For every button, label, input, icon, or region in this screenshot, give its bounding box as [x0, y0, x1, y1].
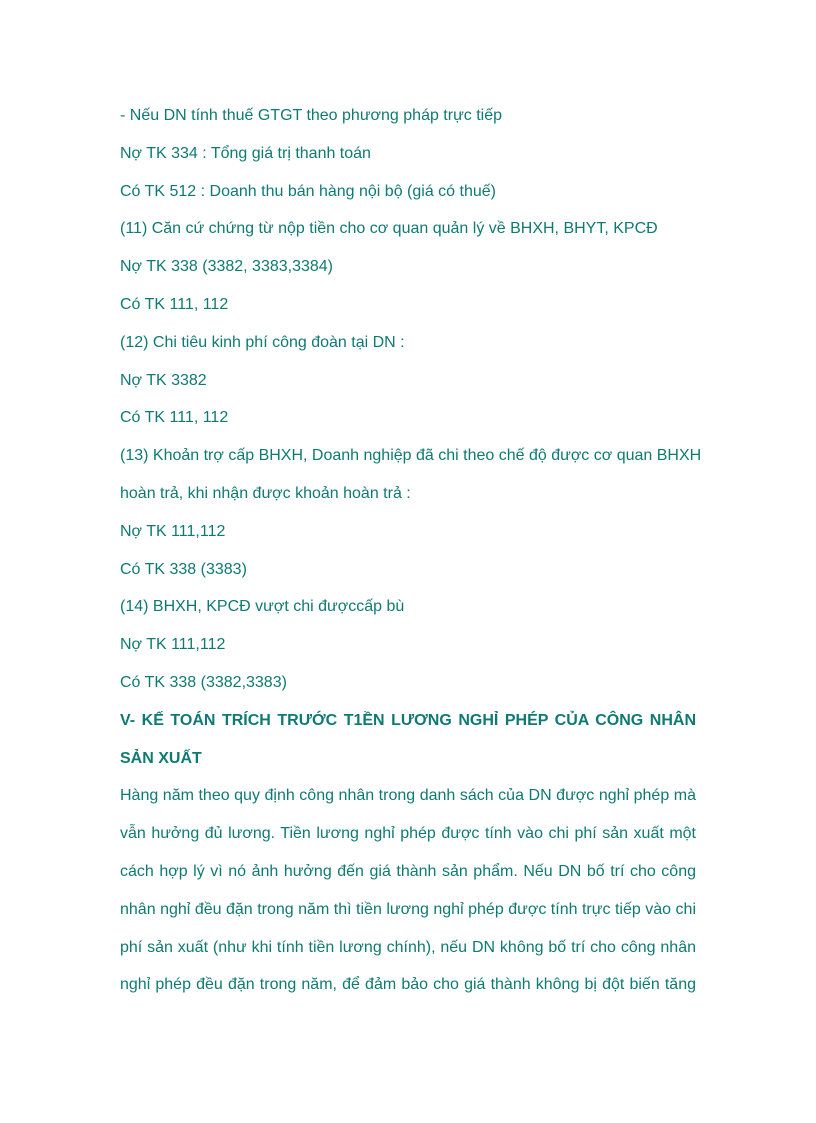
text-line: (13) Khoản trợ cấp BHXH, Doanh nghiệp đã chi theo chế độ được cơ quan BHXH	[120, 447, 702, 465]
text-line: Có TK 111, 112	[120, 295, 229, 313]
paragraph-line: cách hợp lý vì nó ảnh hưởng đến giá thành sản phẩm. Nếu DN bố trí cho công	[120, 862, 696, 880]
text-line: (14) BHXH, KPCĐ vượt chi đượccấp bù	[120, 598, 405, 616]
text-line: Nợ TK 334 : Tổng giá trị thanh toán	[120, 144, 371, 162]
text-line: Có TK 338 (3382,3383)	[120, 673, 287, 691]
text-line: Nợ TK 111,112	[120, 636, 226, 654]
paragraph-line: phí sản xuất (như khi tính tiền lương chính), nếu DN không bố trí cho công nhân	[120, 938, 696, 956]
text-line: Có TK 338 (3383)	[120, 560, 247, 578]
paragraph-line: Hàng năm theo quy định công nhân trong danh sách của DN được nghỉ phép mà	[120, 787, 696, 805]
text-line: Có TK 111, 112	[120, 409, 229, 427]
text-line: (11) Căn cứ chứng từ nộp tiền cho cơ quan quản lý về BHXH, BHYT, KPCĐ	[120, 220, 658, 238]
paragraph-line: vẫn hưởng đủ lương. Tiền lương nghỉ phép được tính vào chi phí sản xuất một	[120, 825, 696, 843]
paragraph-line: nghỉ phép đều đặn trong năm, để đảm bảo cho giá thành không bị đột biến tăng	[120, 976, 696, 994]
paragraph-line: nhân nghỉ đều đặn trong năm thì tiền lương nghỉ phép được tính trực tiếp vào chi	[120, 900, 696, 918]
text-line: Nợ TK 3382	[120, 371, 207, 389]
section-heading-continued: SẢN XUẤT	[120, 749, 202, 767]
text-line: (12) Chi tiêu kinh phí công đoàn tại DN :	[120, 333, 405, 351]
text-line: - Nếu DN tính thuế GTGT theo phương pháp trực tiếp	[120, 107, 503, 124]
text-line: hoàn trả, khi nhận được khoản hoàn trả :	[120, 484, 411, 502]
text-line: Có TK 512 : Doanh thu bán hàng nội bộ (giá có thuế)	[120, 182, 496, 200]
document-page	[120, 97, 702, 1004]
text-line: Nợ TK 338 (3382, 3383,3384)	[120, 258, 334, 276]
text-line: Nợ TK 111,112	[120, 522, 226, 540]
section-heading: V- KẾ TOÁN TRÍCH TRƯỚC T1ỀN LƯƠNG NGHỈ PHÉP CỦA CÔNG NHÂN	[120, 711, 696, 729]
